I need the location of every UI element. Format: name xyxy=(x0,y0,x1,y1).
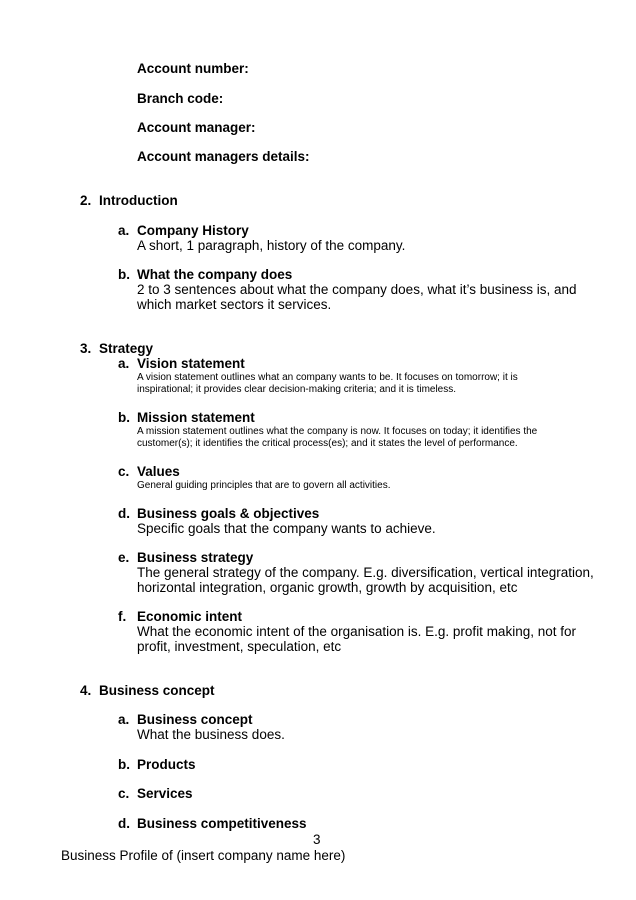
item-title: Business competitiveness xyxy=(137,816,307,831)
item-label: c. xyxy=(118,786,130,801)
section-2-title: Introduction xyxy=(99,193,178,208)
item-label: e. xyxy=(118,550,130,565)
item-label: a. xyxy=(118,356,130,371)
item-label: b. xyxy=(118,267,130,282)
item-text: A vision statement outlines what an company wants to be. It focuses on tomorrow; it is xyxy=(137,372,518,383)
item-label: b. xyxy=(118,410,130,425)
item-label: a. xyxy=(118,712,130,727)
item-title: Values xyxy=(137,464,180,479)
section-3-title: Strategy xyxy=(99,341,154,356)
item-text: A short, 1 paragraph, history of the company. xyxy=(137,238,406,253)
item-title: Services xyxy=(137,786,193,801)
item-text: The general strategy of the company. E.g. diversification, vertical integration, xyxy=(137,565,594,580)
item-label: d. xyxy=(118,816,130,831)
item-text: General guiding principles that are to govern all activities. xyxy=(137,480,391,491)
item-text: horizontal integration, organic growth, growth by acquisition, etc xyxy=(137,580,518,595)
item-title: Economic intent xyxy=(137,609,243,624)
item-title: Vision statement xyxy=(137,356,245,371)
section-3-number: 3. xyxy=(80,341,92,356)
account-manager-details-label: Account managers details: xyxy=(137,149,310,164)
item-text: which market sectors it services. xyxy=(137,297,332,312)
footer-text: Business Profile of (insert company name here) xyxy=(61,848,346,863)
item-text: customer(s); it identifies the critical process(es); and it states the level of performance. xyxy=(137,438,518,449)
section-4-title: Business concept xyxy=(99,683,215,698)
item-label: f. xyxy=(118,609,127,624)
item-label: d. xyxy=(118,506,130,521)
item-title: What the company does xyxy=(137,267,293,282)
item-title: Products xyxy=(137,757,196,772)
item-text: profit, investment, speculation, etc xyxy=(137,639,342,654)
item-text: What the business does. xyxy=(137,727,285,742)
item-text: A mission statement outlines what the company is now. It focuses on today; it identifies the xyxy=(137,426,538,437)
item-title: Business concept xyxy=(137,712,253,727)
item-label: a. xyxy=(118,223,130,238)
item-title: Business strategy xyxy=(137,550,254,565)
section-4-number: 4. xyxy=(80,683,92,698)
item-title: Company History xyxy=(137,223,249,238)
section-2-number: 2. xyxy=(80,193,92,208)
account-number-label: Account number: xyxy=(137,61,249,76)
item-text: Specific goals that the company wants to achieve. xyxy=(137,521,436,536)
item-text: 2 to 3 sentences about what the company does, what it’s business is, and xyxy=(137,282,577,297)
item-label: c. xyxy=(118,464,130,479)
branch-code-label: Branch code: xyxy=(137,91,224,106)
item-label: b. xyxy=(118,757,130,772)
page-number: 3 xyxy=(313,832,321,847)
item-text: What the economic intent of the organisation is. E.g. profit making, not for xyxy=(137,624,576,639)
item-title: Business goals & objectives xyxy=(137,506,320,521)
item-text: inspirational; it provides clear decision-making criteria; and it is timeless. xyxy=(137,384,457,395)
item-title: Mission statement xyxy=(137,410,255,425)
account-manager-label: Account manager: xyxy=(137,120,256,135)
